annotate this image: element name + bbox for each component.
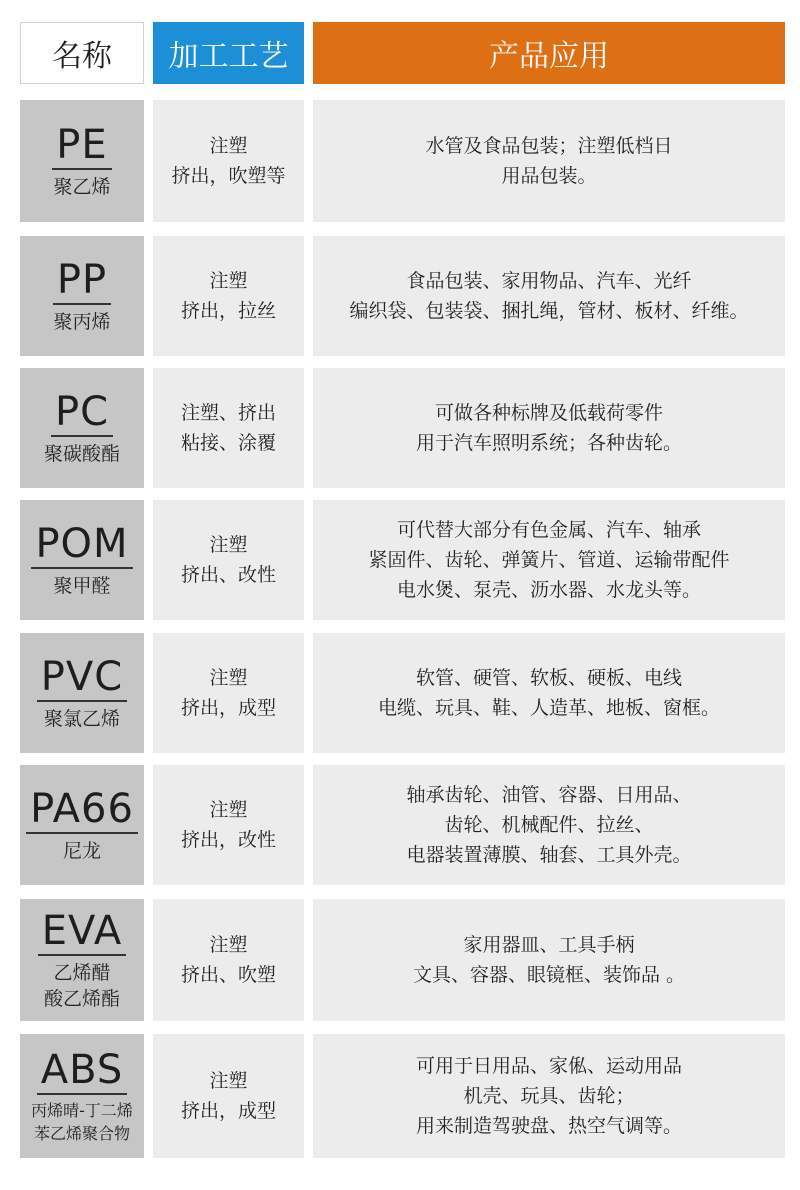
process-line: 挤出、吹塑 <box>180 964 276 986</box>
process-cell <box>153 236 304 356</box>
application-cell <box>313 765 785 885</box>
application-line: 电水煲、泵壳、沥水器、水龙头等。 <box>396 579 701 601</box>
material-abbreviation: ABS <box>37 1047 128 1095</box>
application-line: 机壳、玩具、齿轮； <box>463 1085 635 1107</box>
process-line: 挤出，成型 <box>180 697 276 719</box>
header-name: 名称 <box>20 22 144 84</box>
application-line: 电器装置薄膜、轴套、工具外壳。 <box>406 844 692 866</box>
material-abbreviation: PVC <box>37 654 127 702</box>
application-cell <box>313 236 785 356</box>
process-cell <box>153 368 304 488</box>
application-line: 可用于日用品、家俬、运动用品 <box>415 1055 682 1077</box>
process-cell <box>153 500 304 620</box>
header-process: 加工工艺 <box>153 22 304 84</box>
application-cell <box>313 500 785 620</box>
process-line: 注塑 <box>209 534 248 556</box>
process-line: 粘接、涂覆 <box>180 432 276 454</box>
process-cell <box>153 100 304 222</box>
application-line: 家用器皿、工具手柄 <box>463 934 635 956</box>
material-name-line: 乙烯醋 <box>53 962 111 984</box>
material-chinese-name: 聚甲醛 <box>53 575 111 597</box>
material-abbreviation: PE <box>52 122 111 170</box>
application-cell <box>313 1034 785 1158</box>
material-abbreviation: POM <box>31 521 132 569</box>
application-line: 齿轮、机械配件、拉丝、 <box>444 814 654 836</box>
material-abbreviation: EVA <box>38 908 126 956</box>
process-line: 注塑 <box>209 270 248 292</box>
application-cell <box>313 100 785 222</box>
application-line: 用来制造驾驶盘、热空气调等。 <box>415 1115 682 1137</box>
material-name-cell <box>20 899 144 1021</box>
application-line: 文具、容器、眼镜框、装饰品 。 <box>412 964 686 986</box>
material-name-cell <box>20 633 144 753</box>
material-chinese-name: 聚乙烯 <box>53 176 111 198</box>
process-line: 注塑 <box>209 934 248 956</box>
application-line: 用品包装。 <box>501 165 597 187</box>
material-chinese-name <box>44 960 120 1012</box>
application-line: 可做各种标牌及低载荷零件 <box>434 402 663 424</box>
application-line: 食品包装、家用物品、汽车、光纤 <box>406 270 692 292</box>
process-line: 挤出、改性 <box>180 564 276 586</box>
process-line: 挤出，成型 <box>180 1100 276 1122</box>
application-line: 轴承齿轮、油管、容器、日用品、 <box>406 784 692 806</box>
application-line: 可代替大部分有色金属、汽车、轴承 <box>396 519 701 541</box>
application-line: 编织袋、包装袋、捆扎绳，管材、板材、纤维。 <box>349 300 749 322</box>
process-line: 注塑、挤出 <box>180 402 276 424</box>
process-line: 注塑 <box>209 1070 248 1092</box>
material-name-line: 苯乙烯聚合物 <box>33 1124 130 1143</box>
application-cell <box>313 899 785 1021</box>
process-line: 挤出，拉丝 <box>180 300 276 322</box>
process-cell <box>153 765 304 885</box>
material-abbreviation: PP <box>53 257 111 305</box>
process-cell <box>153 1034 304 1158</box>
material-chinese-name: 聚碳酸酯 <box>43 443 120 465</box>
process-cell <box>153 633 304 753</box>
application-line: 水管及食品包装；注塑低档日 <box>425 135 673 157</box>
process-line: 挤出，吹塑等 <box>171 165 286 187</box>
material-name-line: 酸乙烯酯 <box>43 988 120 1010</box>
application-line: 电缆、玩具、鞋、人造革、地板、窗框。 <box>377 697 720 719</box>
application-cell <box>313 633 785 753</box>
material-name-cell <box>20 765 144 885</box>
application-cell <box>313 368 785 488</box>
material-name-cell <box>20 500 144 620</box>
application-line: 用于汽车照明系统；各种齿轮。 <box>415 432 682 454</box>
process-line: 注塑 <box>209 799 248 821</box>
material-chinese-name: 聚丙烯 <box>53 311 111 333</box>
process-line: 注塑 <box>209 667 248 689</box>
material-name-cell <box>20 100 144 222</box>
material-abbreviation: PC <box>51 389 113 437</box>
material-name-cell <box>20 1034 144 1158</box>
application-line: 软管、硬管、软板、硬板、电线 <box>415 667 682 689</box>
material-name-cell <box>20 368 144 488</box>
process-line: 注塑 <box>209 135 248 157</box>
header-application: 产品应用 <box>313 22 785 84</box>
material-abbreviation: PA66 <box>26 786 138 834</box>
material-chinese-name: 尼龙 <box>62 840 101 862</box>
material-name-line: 丙烯晴-丁二烯 <box>31 1101 133 1120</box>
material-chinese-name: 聚氯乙烯 <box>43 708 120 730</box>
application-line: 紧固件、齿轮、弹簧片、管道、运输带配件 <box>368 549 730 571</box>
material-name-cell <box>20 236 144 356</box>
material-chinese-name <box>31 1099 133 1145</box>
process-line: 挤出，改性 <box>180 829 276 851</box>
process-cell <box>153 899 304 1021</box>
